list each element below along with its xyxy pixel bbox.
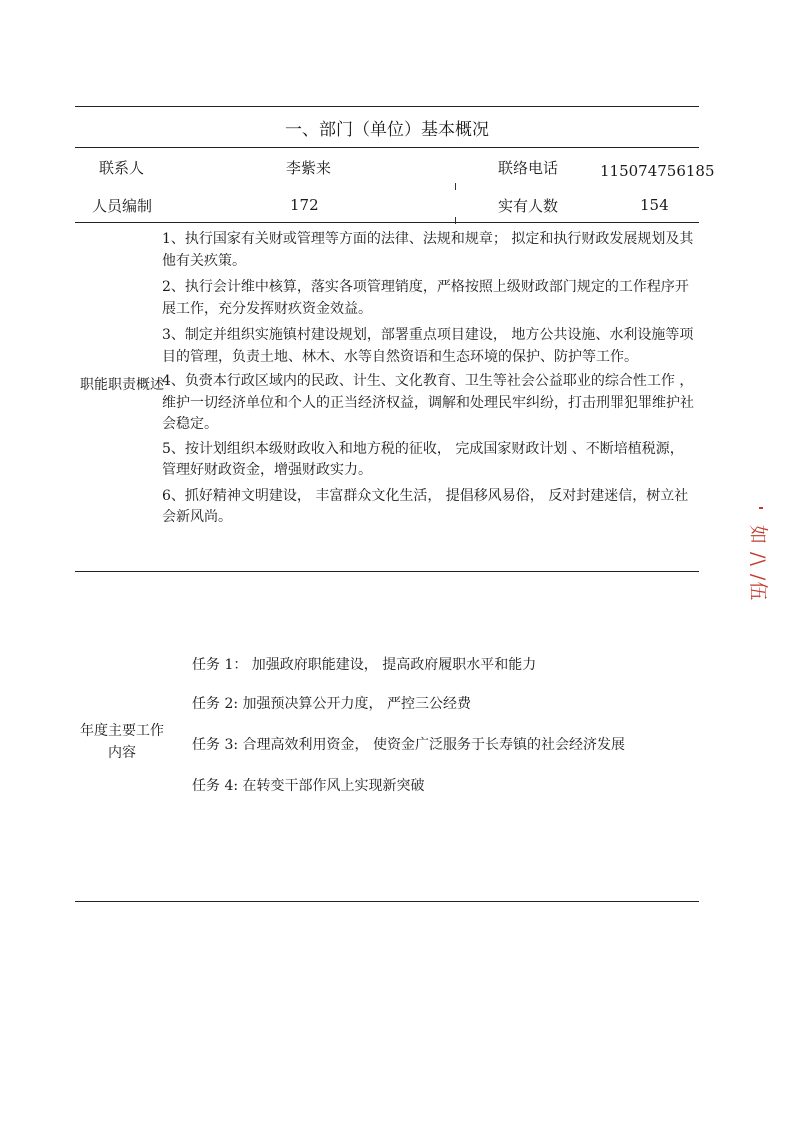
staffing-label: 人员编制 (92, 197, 153, 215)
phone-label: 联络电话 (498, 159, 559, 177)
duty-item: 5、按计划组织本级财政收入和地方税的征收， 完成国家财政计划 、不断培植税源， 管理好财政资金，增强财政实力。 (162, 440, 684, 478)
duty-item: 4、负赍本行政区域内的民政、计生、文化教育、卫生等社会公益耶业的综合性工作 ，维护一切经济单位和个人的正当经济权益，调解和处理民牢纠纷，打击刑罪犯罪维护社会稳定。 (162, 373, 694, 432)
table-bottom-border (75, 901, 699, 902)
duty-item: 3、制定并组织实施镇村建设规划，部署重点项目建设， 地方公共设施、水利设施等项目的管理，负责土地、林木、水等自然资语和生态环境的保护、防护等工作。 (162, 327, 694, 365)
duties-label: 职能职责概述 (80, 377, 164, 393)
task-item: 任务 1： 加强政府职能建设， 提高政府履职水平和能力 (192, 657, 537, 673)
contact-label: 联系人 (99, 159, 145, 177)
phone-value: 115074756185 (600, 162, 715, 180)
duties-list (162, 229, 702, 529)
duty-item: 6、抓好精神文明建设， 丰富群众文化生活， 提倡移风易俗， 反对封建迷信，树立社会新风尚。 (162, 487, 689, 525)
table-top-border (75, 106, 699, 107)
section-title: 一、部门（单位）基本概况 (285, 120, 489, 140)
column-tick-mark (455, 183, 456, 190)
annual-work-label: 年度主要工作内容 (80, 723, 164, 761)
duty-item: 1、执行国家有关财或管理等方面的法律、法规和规章； 拟定和执行财政发展规划及其他有关疚策。 (162, 231, 694, 269)
actual-staff-value: 154 (640, 196, 669, 214)
basic-info-divider (75, 222, 699, 223)
title-divider (75, 147, 699, 148)
stamp-dot (759, 507, 763, 509)
contact-value: 李紫来 (286, 159, 332, 177)
staffing-value: 172 (290, 196, 319, 214)
actual-staff-label: 实有人数 (498, 197, 559, 215)
column-tick-mark (455, 217, 456, 224)
task-item: 任务 2: 加强预决算公开力度， 严控三公经费 (192, 696, 471, 712)
duty-item: 2、执行会计维中核算，落实各项管理销度，严格按照上级财政部门规定的工作程序开展工作，充分发挥财疚资金效益。 (162, 279, 689, 317)
margin-stamp-text: 如 /\ /伍 (747, 525, 769, 602)
task-item: 任务 4: 在转变干部作风上实现新突破 (192, 778, 425, 794)
duties-bottom-border (75, 571, 699, 572)
task-item: 任务 3: 合理高效利用资金， 使资金广泛服务于长寿镇的社会经济发展 (192, 737, 625, 753)
